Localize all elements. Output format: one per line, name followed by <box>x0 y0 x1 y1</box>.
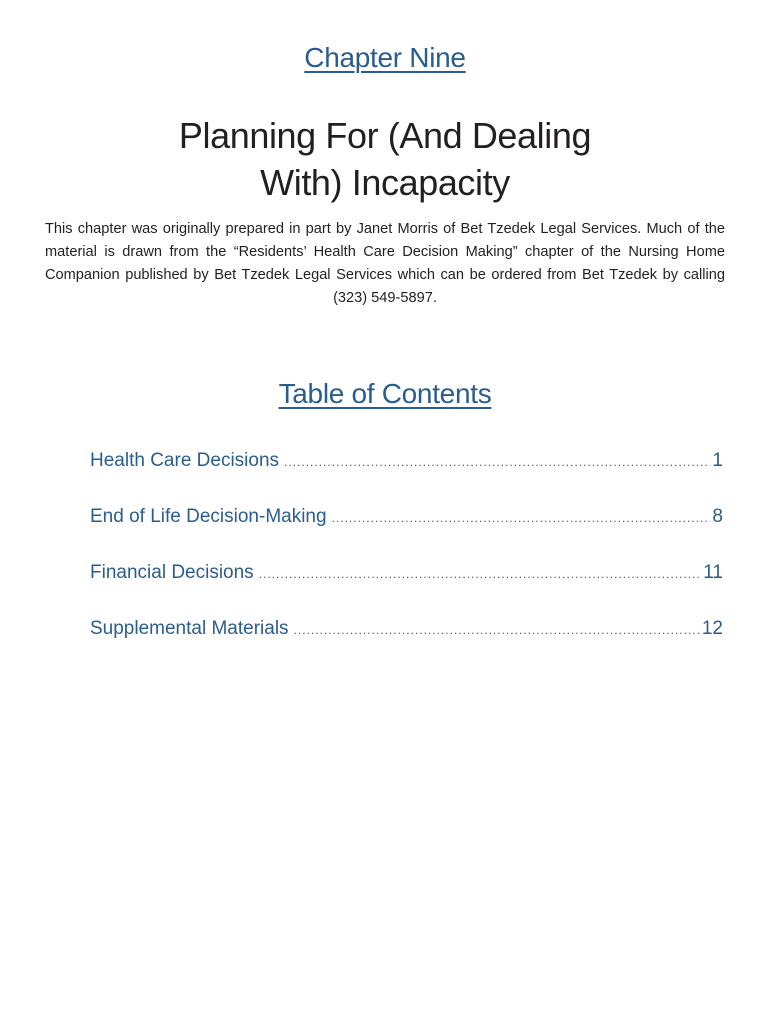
toc-entry-page: 12 <box>701 618 723 639</box>
toc-entry-title: Supplemental Materials <box>90 618 289 639</box>
table-of-contents <box>90 450 723 674</box>
toc-entry-supplemental-materials[interactable] <box>90 618 723 674</box>
toc-entry-title: Health Care Decisions <box>90 450 280 471</box>
toc-entry-end-of-life-decision-making[interactable] <box>90 506 723 562</box>
toc-dot-leader <box>284 455 710 469</box>
toc-entry-page: 11 <box>703 562 723 583</box>
toc-entry-title: Financial Decisions <box>90 562 254 583</box>
intro-paragraph: This chapter was originally prepared in part by Janet Morris of Bet Tzedek Legal Services. Much of the material is drawn from the “Residents’ Health Care Decision Making” chapter of the Nursing Home Companion published by Bet Tzedek Legal Services which can be ordered from Bet Tzedek by calling (323) 549-5897. <box>45 221 725 306</box>
toc-entry-title: End of Life Decision-Making <box>90 506 327 527</box>
chapter-title-line-2: With) Incapacity <box>260 162 510 203</box>
chapter-title-line-1: Planning For (And Dealing <box>178 115 592 156</box>
toc-dot-leader <box>294 623 700 637</box>
chapter-title <box>0 112 770 206</box>
toc-entry-page: 8 <box>712 506 723 527</box>
toc-dot-leader <box>332 511 711 525</box>
chapter-label: Chapter Nine <box>304 42 466 73</box>
toc-entry-financial-decisions[interactable] <box>90 562 723 618</box>
toc-heading: Table of Contents <box>278 378 492 409</box>
toc-entry-health-care-decisions[interactable] <box>90 450 723 506</box>
toc-dot-leader <box>259 567 702 581</box>
toc-entry-page: 1 <box>712 450 723 471</box>
